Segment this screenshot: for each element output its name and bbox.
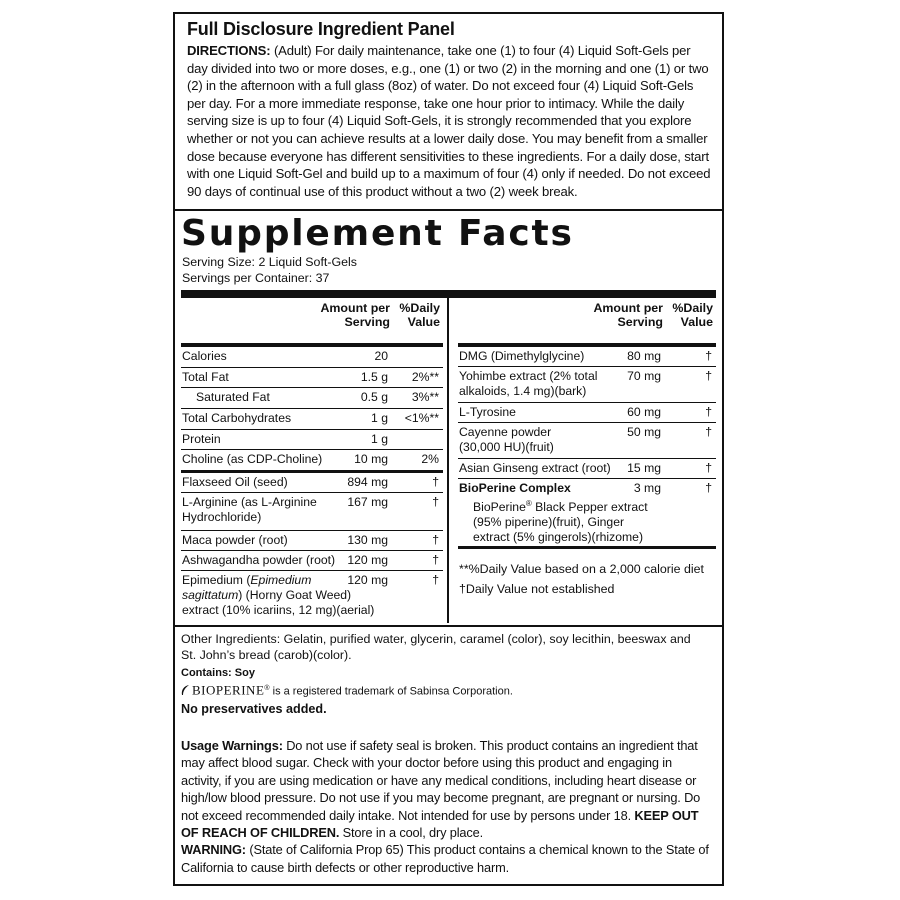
ingredient-dv: † xyxy=(705,481,712,495)
ingredient-row xyxy=(181,493,443,531)
ingredient-row xyxy=(181,531,443,551)
footnotes xyxy=(458,559,716,599)
other-ingredients-line1: Other Ingredients: Gelatin, purified water, glycerin, caramel (color), soy lecithin, beeswax and xyxy=(181,632,691,646)
ingredient-dv: † xyxy=(432,533,439,547)
facts-right-column xyxy=(458,298,716,599)
ingredient-row xyxy=(458,459,716,479)
nutrient-name: Total Fat xyxy=(182,370,229,384)
ingredient-name: Ashwagandha powder (root) xyxy=(182,553,336,567)
amount-header-line1: Amount per xyxy=(593,301,663,315)
column-divider xyxy=(447,298,449,623)
ingredient-amount: 130 mg xyxy=(347,533,388,547)
ingredient-row xyxy=(181,571,443,627)
nutrient-amount: 20 xyxy=(374,349,388,363)
dv-header-line1: %Daily xyxy=(672,301,713,315)
trademark-text: is a registered trademark of Sabinsa Corporation. xyxy=(269,685,513,698)
storage-text: Store in a cool, dry place. xyxy=(339,825,483,841)
ingredient-name: L-Tyrosine xyxy=(459,405,516,419)
ingredient-name: Maca powder (root) xyxy=(182,533,288,547)
dv-header-line1: %Daily xyxy=(399,301,440,315)
nutrient-dv: <1%** xyxy=(404,411,439,425)
ingredient-name-cont: sagittatum) (Horny Goat Weed) xyxy=(182,588,352,602)
ingredient-amount: 60 mg xyxy=(627,405,661,419)
ingredient-row xyxy=(458,367,716,403)
ingredient-row xyxy=(458,347,716,367)
ingredient-name-cont: alkaloids, 1.4 mg)(bark) xyxy=(459,384,587,398)
ingredient-amount: 894 mg xyxy=(347,475,388,489)
thick-divider xyxy=(181,290,716,298)
allergen-statement: Contains: Soy xyxy=(181,667,255,679)
bioperine-logo: BIOPERINE xyxy=(192,682,265,698)
ingredient-dv: † xyxy=(705,349,712,363)
ingredient-dv: † xyxy=(705,405,712,419)
ingredient-row xyxy=(458,403,716,423)
amount-header xyxy=(593,301,663,329)
complex-sub-line3: extract (5% gingerols)(rhizome) xyxy=(473,530,644,545)
serving-size: Serving Size: 2 Liquid Soft-Gels xyxy=(182,255,357,269)
directions-body: (Adult) For daily maintenance, take one (1) to four (4) Liquid Soft-Gels per day divided into two or more doses, e.g., one (1) or two (2) in the morning and one (1) or two (2) in the afternoon with a full glass (8oz) of water. Do not exceed four (4) Liquid Soft-Gels per day. For a more immediate response, take one hour prior to intimacy. While the daily serving size is up to four (4) Liquid Soft-Gels, it is strongly recommended that you explore whether or not you can achieve results at a lower daily dose. You may benefit from a smaller dose because everyone has different sensitivities to these ingredients. For a daily dose, start with one Liquid Soft-Gel and build up to a maximum of four (4) only if needed. Do not exceed 90 days of continual use of this product without a two (2) week break. xyxy=(187,43,711,199)
amount-header-line2: Serving xyxy=(344,315,390,329)
section-divider xyxy=(175,625,722,627)
footnote-not-established: †Daily Value not established xyxy=(459,582,615,596)
ingredient-row xyxy=(458,423,716,459)
disclosure-panel xyxy=(175,14,722,211)
ingredient-name: BioPerine Complex xyxy=(459,481,571,495)
nutrient-amount: 1 g xyxy=(371,432,388,446)
usage-warnings xyxy=(181,737,713,841)
nutrient-name: Protein xyxy=(182,432,221,446)
nutrient-row xyxy=(181,409,443,430)
prop65-text: (State of California Prop 65) This product contains a chemical known to the State of California to cause birth defects or other reproductive harm. xyxy=(181,842,709,875)
ingredient-dv: † xyxy=(705,369,712,383)
usage-warnings-label: Usage Warnings: xyxy=(181,738,283,753)
nutrient-name: Calories xyxy=(182,349,227,363)
ingredient-dv: † xyxy=(432,495,439,509)
footnote-daily-value: **%Daily Value based on a 2,000 calorie diet xyxy=(459,562,704,576)
ingredient-name-cont: (30,000 HU)(fruit) xyxy=(459,440,554,454)
nutrient-dv: 2%** xyxy=(411,370,439,384)
nutrient-row xyxy=(181,450,443,473)
ingredient-dv: † xyxy=(705,425,712,439)
ingredient-row xyxy=(181,551,443,571)
directions-text xyxy=(187,42,711,200)
other-ingredients-line2: St. John’s bread (carob)(color). xyxy=(181,648,352,662)
bioperine-trademark: BIOPERINE® is a registered trademark of Sabinsa Corporation. xyxy=(181,681,711,700)
serving-info xyxy=(182,255,357,286)
ingredient-amount: 50 mg xyxy=(627,425,661,439)
right-column-header xyxy=(458,298,716,347)
ingredient-row xyxy=(181,473,443,493)
ingredient-name: Flaxseed Oil (seed) xyxy=(182,475,288,489)
nutrient-dv: 2% xyxy=(421,452,439,466)
ingredient-name: DMG (Dimethylglycine) xyxy=(459,349,585,363)
nutrient-name: Saturated Fat xyxy=(196,390,270,404)
dv-header-line2: Value xyxy=(680,315,713,329)
ingredient-amount: 80 mg xyxy=(627,349,661,363)
complex-sub-line1: BioPerine® Black Pepper extract xyxy=(473,499,648,515)
ingredient-amount: 167 mg xyxy=(347,495,388,509)
nutrient-name: Choline (as CDP-Choline) xyxy=(182,452,323,466)
complex-sub-line2: (95% piperine)(fruit), Ginger xyxy=(473,515,625,530)
ingredient-row xyxy=(458,479,716,549)
ingredient-amount: 70 mg xyxy=(627,369,661,383)
nutrient-amount: 0.5 g xyxy=(360,390,388,404)
prop65-warning xyxy=(181,841,713,876)
ingredient-amount: 120 mg xyxy=(347,573,388,587)
ingredient-name-cont: Hydrochloride) xyxy=(182,510,262,524)
servings-per-container: Servings per Container: 37 xyxy=(182,270,330,285)
ingredient-dv: † xyxy=(705,461,712,475)
ingredient-name: Asian Ginseng extract (root) xyxy=(459,461,611,475)
amount-header xyxy=(320,301,390,329)
ingredient-name: Epimedium (Epimedium xyxy=(182,573,312,587)
nutrient-amount: 1.5 g xyxy=(360,370,388,384)
directions-label: DIRECTIONS: xyxy=(187,43,271,58)
warnings xyxy=(181,737,713,876)
left-column-header xyxy=(181,298,443,347)
other-ingredients xyxy=(181,631,711,719)
ingredient-name: Yohimbe extract (2% total xyxy=(459,369,598,383)
ingredient-dv: † xyxy=(432,553,439,567)
ingredient-amount: 3 mg xyxy=(633,481,661,495)
nutrient-row xyxy=(181,430,443,450)
dv-header-line2: Value xyxy=(407,315,440,329)
nutrient-amount: 1 g xyxy=(371,411,388,425)
nutrient-row xyxy=(181,368,443,388)
prop65-label: WARNING: xyxy=(181,842,246,858)
keep-out-reach: KEEP OUT OF REACH OF CHILDREN. xyxy=(181,807,699,841)
supplement-facts-title: Supplement Facts xyxy=(181,213,574,254)
ingredient-name-cont: extract (10% icariins, 12 mg)(aerial) xyxy=(182,603,375,617)
nutrient-amount: 10 mg xyxy=(354,452,388,466)
ingredient-dv: † xyxy=(432,573,439,587)
nutrient-row xyxy=(181,347,443,368)
no-preservatives: No preservatives added. xyxy=(181,701,327,716)
ingredient-name: Cayenne powder xyxy=(459,425,552,439)
usage-warnings-text: Do not use if safety seal is broken. This product contains an ingredient that may affect blood sugar. Check with your doctor before using this product and engaging in activity, if you are using medication or have any medical conditions, including heart disease or high/low blood pressure. Do not use if you may become pregnant, are pregnant or nursing. Do not exceed recommended daily intake. Not intended for use by persons under 18. xyxy=(181,738,701,823)
amount-header-line1: Amount per xyxy=(320,301,390,315)
amount-header-line2: Serving xyxy=(617,315,663,329)
nutrient-row xyxy=(181,388,443,409)
dv-header xyxy=(399,301,440,329)
dv-header xyxy=(672,301,713,329)
disclosure-title: Full Disclosure Ingredient Panel xyxy=(187,19,455,39)
ingredient-dv: † xyxy=(432,475,439,489)
ingredient-name: L-Arginine (as L-Arginine xyxy=(182,495,317,509)
facts-left-column xyxy=(181,298,443,627)
leaf-icon xyxy=(181,685,190,696)
label-frame xyxy=(173,12,724,886)
nutrient-dv: 3%** xyxy=(411,390,439,404)
nutrient-name: Total Carbohydrates xyxy=(182,411,292,425)
ingredient-amount: 120 mg xyxy=(347,553,388,567)
ingredient-amount: 15 mg xyxy=(627,461,661,475)
